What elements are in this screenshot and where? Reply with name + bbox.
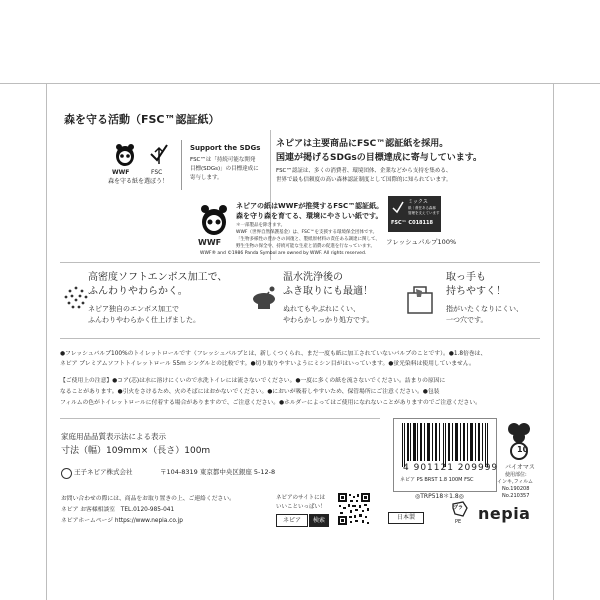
search-button: 検索 xyxy=(309,514,329,527)
barcode-product-line: ネピア PS BRST 1.8 100M FSC xyxy=(400,477,474,483)
sdg-title: Support the SDGs xyxy=(190,144,261,152)
barcode-number: 4 901121 209999 xyxy=(403,463,499,473)
quality-top-divider xyxy=(60,418,380,419)
wwf-headline: 森を守り森を育てる、環境にやさしい紙です。 xyxy=(236,212,383,220)
left-caption: 森を守る紙を選ぼう！ xyxy=(108,178,169,185)
feature-desc: ふんわりやわらかく仕上げました。 xyxy=(88,316,200,324)
wwf-panda-large-icon xyxy=(197,203,231,237)
search-keyword-box: ネピア xyxy=(276,514,308,527)
company-name: 王子ネピア株式会社 xyxy=(74,468,133,476)
quality-size: 寸法（幅）109mm×（長さ）100m xyxy=(61,446,211,456)
info-paragraph-line: ●フレッシュパルプ100%のトイレットロールです（フレッシュパルプとは、新しくつくられ、まだ一度も紙に加工されていないパルプのことです）。●1.8倍巻は、 xyxy=(60,351,487,357)
feature-desc: 指がいたくなりにくい、 xyxy=(446,305,523,313)
wwf-label: WWF xyxy=(112,169,130,176)
features-top-divider xyxy=(60,262,540,263)
feature-desc: ネピア独自のエンボス加工で xyxy=(88,305,179,313)
qr-code xyxy=(338,493,370,525)
fsc-tag-line: 管理を支えています xyxy=(408,211,440,215)
feature-title: 高密度ソフトエンボス加工で、 xyxy=(88,272,228,283)
wwf-note: 野生生物の保全や、持続可能な生産と消費の促進を行なっています。 xyxy=(236,244,376,249)
fsc-tree-check-icon xyxy=(391,200,405,216)
fsc-headline: ネピアは主要商品にFSC™認証紙を採用。 xyxy=(276,139,449,149)
left-border xyxy=(46,83,47,600)
biomass-line: No.210357 xyxy=(502,493,530,499)
sdg-line: 目標(SDGs)」の目標達成に xyxy=(190,166,259,172)
hand-grip-icon xyxy=(404,283,436,315)
fresh-pulp-label: フレッシュパルプ100% xyxy=(386,238,457,246)
caution-paragraph-line: フィルムの色がトイレットロールに付着する場合がありますので、ご注意ください。●ホルダーによってはご使用になれないことがありますのでご注意ください。 xyxy=(60,400,481,406)
wwf-note: WWF（世界自然保護基金）は、FSC™を支援する環境保全団体です。 xyxy=(236,230,378,235)
recycle-label: プラ xyxy=(453,505,464,511)
info-paragraph-line: ネピア プレミアムソフトトイレットロール 55m シングルとの比較です。●切り取りやすいようにミシン目がはいっています。●蛍光染料は使用していません。 xyxy=(60,361,475,367)
barcode-area xyxy=(393,418,497,492)
section-title: 森を守る活動（FSC™認証紙） xyxy=(64,113,220,126)
wwf-large-label: WWF xyxy=(198,238,222,247)
biomass-line: インキ,フィルム xyxy=(497,479,533,485)
wwf-copyright: WWF® and ©1986 Panda Symbol are owned by WWF. All rights reserved. xyxy=(200,251,367,256)
fsc-tree-check-icon xyxy=(148,142,170,168)
lot-code: ◎TRP518＊1.8◎ xyxy=(415,493,464,500)
feature-title: 温水洗浄後の xyxy=(283,272,343,283)
fsc-label: FSC xyxy=(151,169,163,176)
sdg-line: 寄与します。 xyxy=(190,175,223,181)
fsc-tag-line: ミックス xyxy=(408,199,428,205)
emboss-dots-icon xyxy=(63,285,89,311)
feature-title: 取っ手も xyxy=(446,272,486,283)
wwf-headline: ネピアの紙はWWFが推奨するFSC™認証紙。 xyxy=(236,202,384,210)
biomass-line: バイオマス xyxy=(505,464,535,471)
quality-title: 家庭用品品質表示法による表示 xyxy=(61,432,166,441)
top-border xyxy=(0,83,600,84)
wwf-panda-icon xyxy=(112,142,138,168)
fsc-tag-line: 紙｜責任ある森林 xyxy=(408,206,436,210)
feature-desc: やわらかしっかり処方です。 xyxy=(283,316,374,324)
fsc-tag-code: FSC™ C018118 xyxy=(391,220,433,226)
wwf-note: ＊一部製品を除きます。 xyxy=(236,223,286,228)
recycle-material: PE xyxy=(455,519,462,525)
wwf-note: 「生物多様性の豊かさの回復と、製紙原材料の責任ある調達に関して、 xyxy=(236,237,380,242)
feature-title: 持ちやすく！ xyxy=(446,286,506,297)
contact-line: お問い合わせの際には、商品をお取り置きの上、ご連絡ください。 xyxy=(61,496,235,502)
fsc-mix-tag xyxy=(388,196,441,232)
features-bottom-divider xyxy=(60,338,540,339)
oji-logo-icon xyxy=(61,468,72,479)
contact-line: ネピア お客様相談室 TEL.0120-985-041 xyxy=(61,507,175,513)
right-border xyxy=(553,83,554,600)
biomass-number: 10 xyxy=(517,445,529,454)
feature-desc: 一つ穴です。 xyxy=(446,316,488,324)
biomass-line: 使用部位: xyxy=(505,472,527,478)
made-in-japan-label: 日本製 xyxy=(388,512,424,524)
barcode-bars xyxy=(402,423,488,467)
sdg-divider xyxy=(181,140,182,190)
contact-line: ネピアホームページ https://www.nepia.co.jp xyxy=(61,518,183,524)
sdg-line: FSC™は「持続可能な開発 xyxy=(190,157,256,163)
fsc-body-line: 世界で最も信頼度の高い森林認証制度として国際的に知られています。 xyxy=(276,177,452,183)
feature-title: ふき取りにも最適！ xyxy=(283,286,373,297)
caution-paragraph-line: なることがあります。●引火をさけるため、火のそばにはおかないでください。●においが吸着しやすいため、保管場所にご注意ください。●包装 xyxy=(60,389,440,395)
biomass-line: No.190208 xyxy=(502,486,530,492)
caution-paragraph-line: 【ご使用上の注意】●コア(芯)は水に溶けにくいので水洗トイレには流さないでください。●一度に多くの紙を流さないでください。詰まりの原因に xyxy=(60,378,446,384)
fsc-body-line: FSC™認証は、多くの消費者、環境団体、企業などから支持を集める、 xyxy=(276,168,452,174)
search-box-line: ネピアのサイトには xyxy=(276,495,326,501)
search-box-line: いいこといっぱい！ xyxy=(276,504,326,510)
company-address: 〒104-8319 東京都中央区銀座 5-12-8 xyxy=(160,468,276,476)
toilet-icon xyxy=(249,283,279,313)
nepia-logo: nepia xyxy=(478,504,531,523)
feature-desc: ぬれてもやぶれにくい、 xyxy=(283,305,360,313)
sdg-headline: 国連が掲げるSDGsの目標達成に寄与しています。 xyxy=(276,153,482,163)
feature-title: ふんわりやわらかく。 xyxy=(88,286,188,297)
